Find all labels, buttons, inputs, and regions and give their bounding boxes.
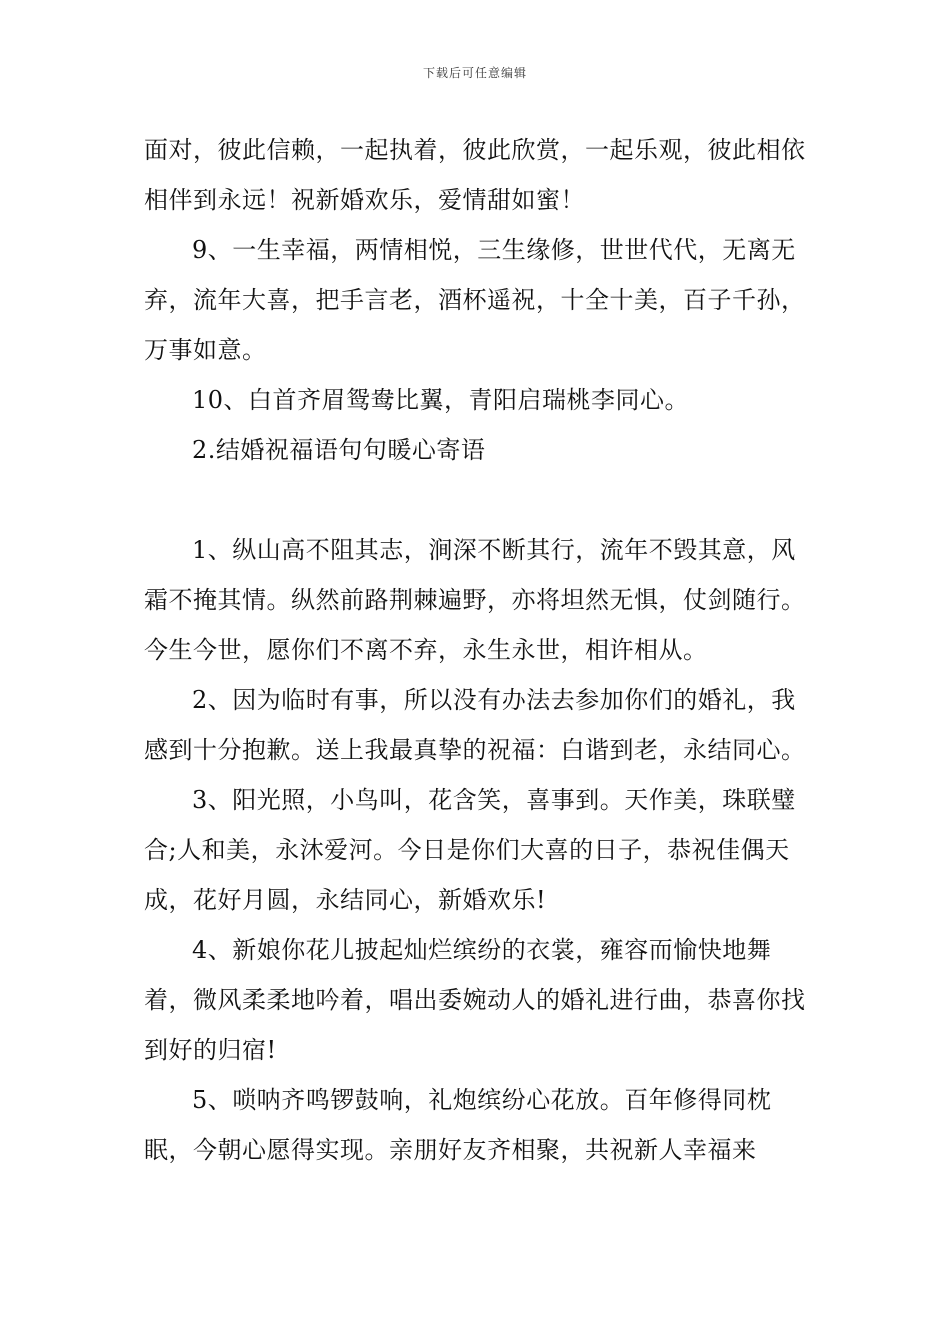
paragraph-item-10: 10、白首齐眉鸳鸯比翼，青阳启瑞桃李同心。 [192, 386, 690, 414]
paragraph-item-4: 4、新娘你花儿披起灿烂缤纷的衣裳，雍容而愉快地舞着，微风柔柔地吟着，唱出委婉动人的婚礼进行曲，恭喜你找到好的归宿! [144, 936, 806, 1064]
paragraph-continuation: 面对，彼此信赖，一起执着，彼此欣赏，一起乐观，彼此相依相伴到永远！祝新婚欢乐，爱情甜如蜜！ [144, 136, 806, 214]
paragraph-item-2: 2、因为临时有事，所以没有办法去参加你们的婚礼，我感到十分抱歉。送上我最真挚的祝福：白谐到老，永结同心。 [144, 686, 806, 764]
page-header: 下载后可任意编辑 [422, 66, 527, 80]
paragraph-item-1: 1、纵山高不阻其志，涧深不断其行，流年不毁其意，风霜不掩其情。纵然前路荆棘遍野，亦将坦然无惧，仗剑随行。今生今世，愿你们不离不弃，永生永世，相许相从。 [144, 536, 806, 664]
paragraph-item-5: 5、唢呐齐鸣锣鼓响，礼炮缤纷心花放。百年修得同枕眠，今朝心愿得实现。亲朋好友齐相聚，共祝新人幸福来 [144, 1086, 772, 1164]
paragraph-item-3: 3、阳光照，小鸟叫，花含笑，喜事到。天作美，珠联璧合;人和美，永沐爱河。今日是你们大喜的日子，恭祝佳偶天成，花好月圆，永结同心，新婚欢乐! [144, 786, 796, 914]
section-heading: 2.结婚祝福语句句暖心寄语 [192, 436, 486, 464]
blank-spacer [144, 475, 810, 525]
document-body [144, 125, 810, 1175]
paragraph-item-9: 9、一生幸福，两情相悦，三生缘修，世世代代，无离无弃，流年大喜，把手言老，酒杯遥祝，十全十美，百子千孙，万事如意。 [144, 236, 806, 364]
